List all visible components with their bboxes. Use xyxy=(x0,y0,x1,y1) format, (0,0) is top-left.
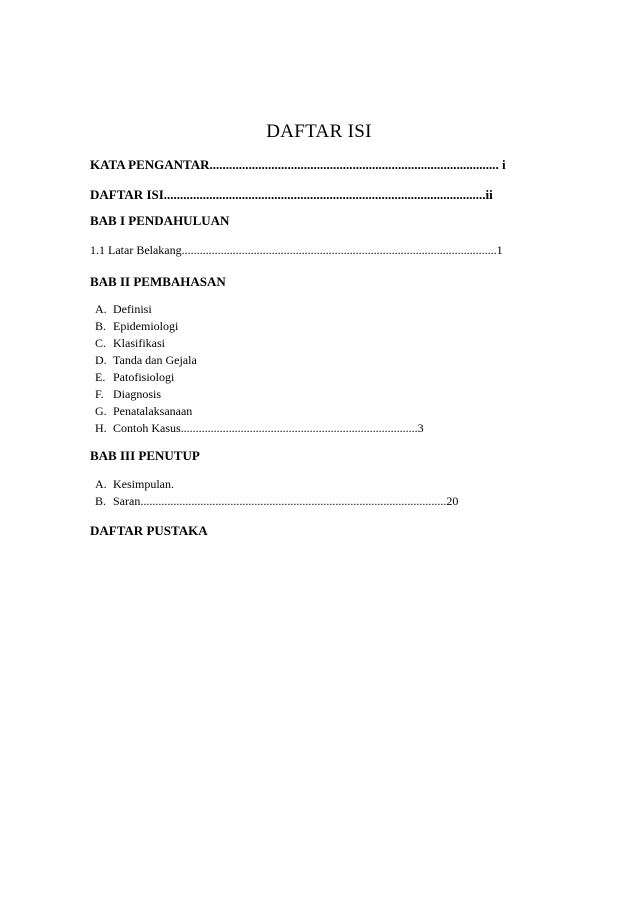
toc-daftar-isi: DAFTAR ISI...................................................................................................ii xyxy=(90,187,493,202)
toc-bab2-item-b xyxy=(95,318,178,334)
toc-bab2-item-g xyxy=(95,403,192,419)
item-letter: B. xyxy=(95,319,107,333)
item-letter: F. xyxy=(95,387,104,401)
item-text: Diagnosis xyxy=(113,387,161,401)
toc-bab2-item-d xyxy=(95,352,197,368)
item-text: Penatalaksanaan xyxy=(113,404,193,418)
item-text: Patofisiologi xyxy=(113,370,175,384)
item-letter: D. xyxy=(95,353,107,367)
toc-bab3-heading: BAB III PENUTUP xyxy=(90,448,200,463)
item-letter: A. xyxy=(95,302,107,316)
item-letter: E. xyxy=(95,370,106,384)
item-letter: B. xyxy=(95,494,107,508)
toc-bab3-item-a xyxy=(95,476,174,492)
item-letter: C. xyxy=(95,336,107,350)
toc-bab2-item-c xyxy=(95,335,165,351)
page-title: DAFTAR ISI xyxy=(266,121,372,142)
item-text: Kesimpulan. xyxy=(113,477,174,491)
toc-latar-belakang: 1.1 Latar Belakang.........................................................................................................1 xyxy=(90,243,503,257)
toc-bab1-heading: BAB I PENDAHULUAN xyxy=(90,213,230,228)
toc-bab2-heading: BAB II PEMBAHASAN xyxy=(90,274,226,289)
toc-bab2-item-a xyxy=(95,301,152,317)
toc-bab2-item-f xyxy=(95,386,161,402)
toc-bab2-item-e xyxy=(95,369,174,385)
toc-daftar-pustaka: DAFTAR PUSTAKA xyxy=(90,523,208,538)
item-text: Klasifikasi xyxy=(113,336,165,350)
item-letter: A. xyxy=(95,477,107,491)
item-text: Epidemiologi xyxy=(113,319,179,333)
item-text: Contoh Kasus...............................................................................3 xyxy=(113,421,424,435)
item-letter: G. xyxy=(95,404,107,418)
toc-kata-pengantar: KATA PENGANTAR......................................................................................... i xyxy=(90,157,506,172)
item-text: Saran......................................................................................................20 xyxy=(113,494,459,508)
item-letter: H. xyxy=(95,421,107,435)
toc-bab3-item-b xyxy=(95,493,458,509)
toc-bab2-item-h xyxy=(95,420,424,436)
item-text: Tanda dan Gejala xyxy=(113,353,197,367)
item-text: Definisi xyxy=(113,302,152,316)
